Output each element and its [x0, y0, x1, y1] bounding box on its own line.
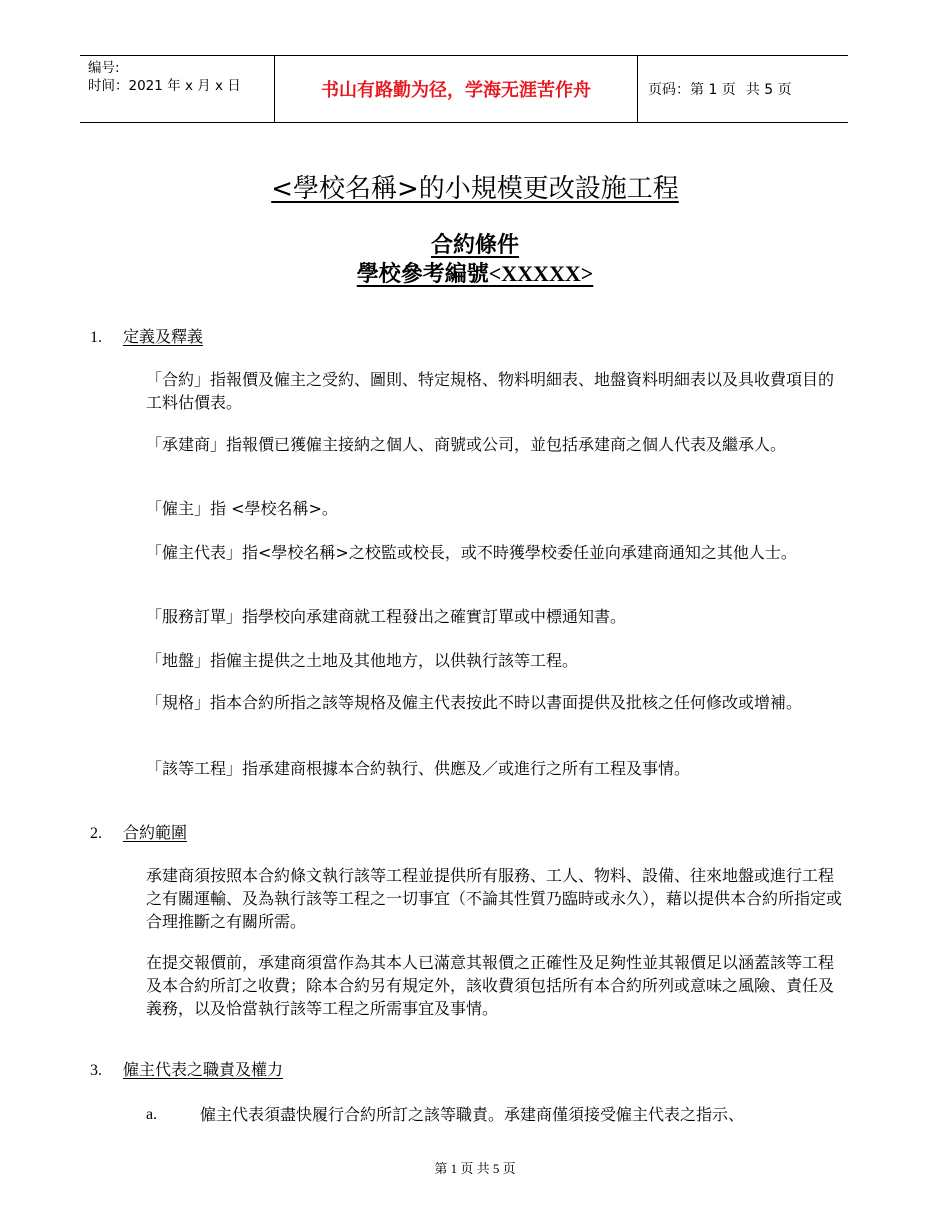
page-total: 共 5 页	[745, 82, 792, 98]
scope-paragraph-1: 承建商須按照本合約條文執行該等工程並提供所有服務、工人、物料、設備、往來地盤或進行工程之有關運輸、及為執行該等工程之一切事宜（不論其性質乃臨時或永久），藉以提供本合約所指定或合理推斷之有關所需。	[146, 866, 843, 931]
section-number: 1.	[90, 329, 102, 346]
section-number: 2.	[90, 825, 102, 842]
section-title: 定義及釋義	[123, 327, 204, 346]
section-1-heading	[90, 326, 203, 349]
definition-works: 「該等工程」指承建商根據本合約執行、供應及／或進行之所有工程及事情。	[146, 759, 691, 778]
section-title: 僱主代表之職責及權力	[123, 1060, 284, 1079]
definition-site: 「地盤」指僱主提供之土地及其他地方，以供執行該等工程。	[146, 651, 579, 670]
page-footer: 第 1 页 共 5 页	[434, 1161, 516, 1176]
definition-contractor: 「承建商」指報價已獲僱主接納之個人、商號或公司，並包括承建商之個人代表及繼承人。	[146, 435, 787, 454]
time-label: 时间：2021 年 x 月 x 日	[88, 78, 241, 94]
contract-conditions-heading: 合約條件	[430, 233, 519, 258]
item-a-text: 僱主代表須盡快履行合約所訂之該等職責。承建商僅須接受僱主代表之指示、	[200, 1105, 745, 1124]
section-3-heading	[90, 1059, 283, 1082]
scope-paragraph-2: 在提交報價前，承建商須當作為其本人已滿意其報價之正確性及足夠性並其報價足以涵蓋該等工程及本合約所訂之收費；除本合約另有規定外，該收費須包括所有本合約所列或意味之風險、責任及義務，以及恰當執行該等工程之所需事宜及事情。	[146, 953, 835, 1018]
section-number: 3.	[90, 1062, 102, 1079]
definition-service-order: 「服務訂單」指學校向承建商就工程發出之確實訂單或中標通知書。	[146, 607, 627, 626]
header-page-cell	[638, 56, 848, 122]
school-reference-code: <XXXXX>	[488, 261, 594, 286]
document-title: <學校名稱>的小規模更改設施工程	[271, 174, 679, 204]
school-reference-heading	[0, 259, 950, 290]
definition-employer: 「僱主」指 <學校名稱>。	[146, 499, 338, 518]
definition-specification: 「規格」指本合約所指之該等規格及僱主代表按此不時以書面提供及批核之任何修改或增補。	[146, 693, 803, 712]
header-table	[80, 55, 848, 123]
school-reference-label: 學校參考編號	[356, 262, 489, 287]
item-a-label: a.	[146, 1106, 158, 1123]
section-2-heading	[90, 822, 187, 845]
code-label: 编号:	[88, 60, 120, 76]
header-info-cell	[80, 56, 275, 122]
section-title: 合約範圍	[123, 823, 188, 842]
motto: 书山有路勤为径，学海无涯苦作舟	[275, 56, 638, 122]
definition-employer-representative: 「僱主代表」指<學校名稱>之校監或校長，或不時獲學校委任並向承建商通知之其他人士。	[146, 543, 797, 562]
definition-contract: 「合約」指報價及僱主之受約、圖則、特定規格、物料明細表、地盤資料明細表以及具收費項目的工料估價表。	[146, 370, 835, 412]
page-label: 页码：第 1 页	[648, 82, 736, 98]
